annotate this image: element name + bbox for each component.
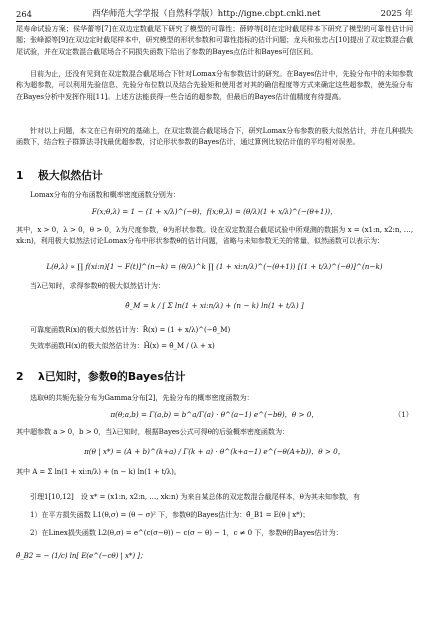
year: 2025 年: [380, 8, 413, 18]
section-2-text-3: 其中 A = Σ ln(1 + xi:n/λ) + (n − k) ln(1 + t/λ)。: [16, 467, 181, 476]
section-1-text-5: 失效率函数H(x)的极大似然估计为：Ĥ(x) = θ̂_M / (λ + x): [30, 341, 215, 350]
intro-paragraph-1: 尾寿命试验方案；侯华蕾等[7]在双边定数截尾下研究了模型的可靠性；薛婷等[8]在定时截尾样本下研究了模型的可靠性估计问题；张峰源等[9]在双边定时截尾样本中，研究模型的形状参数和可靠性指标的估计问题；龙兵和张忠占[10]提出了双定数混合截尾试验，并在双定数混合截尾场合不同损失函数下给出了参数的Bayes点估计和Bayes可信区间。: [16, 24, 413, 56]
section-2-text-1: 选取θ的共轭先验分布为Gamma分布[2]，先验分布的概率密度函数为：: [30, 393, 254, 402]
section-2-title: λ已知时，参数θ的Bayes估计: [38, 370, 186, 383]
equation-linex-estimate: θ̂_B2 = − (1/c) ln[ E(e^(−cθ) | x*) ]；: [16, 551, 147, 560]
section-1-text-1: Lomax分布的分布函数和概率密度函数分别为：: [30, 190, 180, 199]
section-1-number: 1: [16, 169, 24, 182]
journal-title: 西华师范大学学报（自然科学版）http://igne.cbpt.cnki.net: [92, 8, 321, 18]
equation-likelihood: L(θ,λ) ∝ ∏ f(xi:n)[1 − F(t)]^(n−k) = (θ/λ)^k ∏ (1 + xi:n/λ)^(−(θ+1)) [(1 + t/λ)^(−θ)]^(n−k): [46, 262, 383, 271]
page-header: [16, 5, 413, 22]
equation-mle: θ̂_M = k / [ Σ ln(1 + xi:n/λ) + (n − k) ln(1 + t/λ) ]: [125, 301, 304, 310]
lemma-item-2: 2）在Linex损失函数 L2(θ,σ) = e^(c(σ−θ)) − c(σ − θ) − 1，c ≠ 0 下，参数θ的Bayes估计为：: [30, 528, 343, 537]
page-number: 264: [16, 9, 32, 19]
lemma-1: 引理1[10,12] 设 x* = (x1:n, x2:n, …, xk:n) 为来自某总体的双定数混合截尾样本，θ为其未知参数，有: [30, 492, 360, 501]
section-1-title: 极大似然估计: [38, 169, 103, 182]
intro-paragraph-2: 目前为止，还没有见到在双定数混合截尾场合下针对Lomax分布参数估计的研究。在Bayes估计中，先验分布中的未知参数称为超参数，可以利用先验信息、先验分布位数以及结合先验矩和使用者对其的确信程度等方式来确定这些超参数，使先验分布在Bayes分析中发挥作用[11]。上述方法能获得一些合适的超参数，但最后的Bayes估计值精度有待提高。: [16, 69, 413, 101]
section-1-text-2: 其中，x > 0，λ > 0，θ > 0，λ为尺度参数，θ为形状参数。设在双定数混合截尾试验中所观测的数据为 x = (x1:n, x2:n, …, xk:n)，利用极大似然法讨论Lomax分布中形状参数θ的估计问题，省略与未知参数无关的常量，似然函数可以表示为：: [16, 225, 413, 246]
section-2-number: 2: [16, 370, 24, 383]
section-2-text-2: 其中超参数 a > 0，b > 0，当λ已知时，根据Bayes公式可得θ的后验概率密度函数为：: [16, 427, 289, 436]
equation-posterior: π(θ | x*) = (A + b)^(k+a) / Γ(k + a) · θ^(k+a−1) e^(−θ(A+b))，θ > 0，: [84, 447, 345, 456]
equation-number-1: （1）: [394, 410, 413, 419]
section-1-heading: [16, 168, 103, 183]
section-2-heading: [16, 369, 185, 384]
intro-paragraph-3: 针对以上问题，本文在已有研究的基础上，在双定数混合截尾场合下，研究Lomax分布参数的极大似然估计，并在几种损失函数下，结合粒子群算法寻找最优超参数，讨论形状参数的Bayes估计，通过算例比较估计值的平均相对误差。: [16, 126, 413, 147]
section-1-text-3: 当λ已知时，求得参数θ的极大似然估计为：: [30, 281, 165, 290]
lemma-item-1: 1）在平方损失函数 L1(θ,σ) = (θ − σ)² 下，参数θ的Bayes估计为：θ̂_B1 = E(θ | x*)；: [30, 510, 310, 519]
equation-cdf-pdf: F(x;θ,λ) = 1 − (1 + x/λ)^(−θ)，f(x;θ,λ) = (θ/λ)(1 + x/λ)^(−(θ+1))，: [91, 207, 338, 216]
equation-prior: π(θ;a,b) = Γ(a,b) = b^a/Γ(a) · θ^(a−1) e^(−bθ)，θ > 0，: [110, 410, 319, 419]
section-1-text-4: 可靠度函数R(x)的极大似然估计为：R̂(x) = (1 + x/λ)^(−θ̂_M): [30, 325, 231, 334]
